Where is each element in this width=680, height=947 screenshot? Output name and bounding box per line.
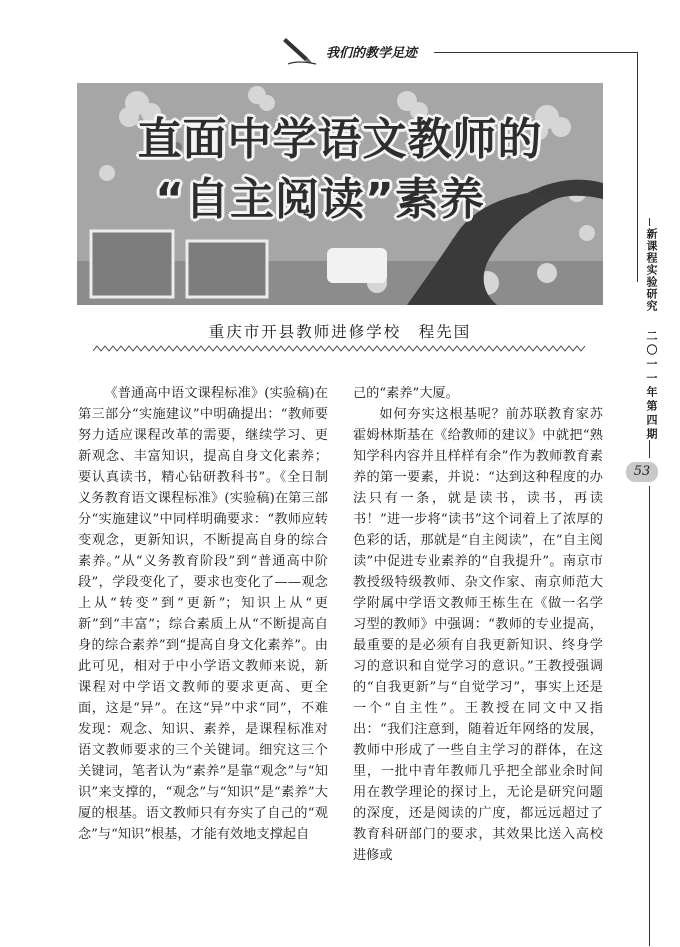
article-paragraph: 如何夯实这根基呢？前苏联教育家苏霍姆林斯基在《给教师的建议》中就把“熟知学科内容并且样样有余”作为教师教育素养的第一要素，并说：“达到这种程度的办法只有一条，就是读书，读书，再读书！”进一步将“读书”这个词着上了浓厚的色彩的话，那就是“自主阅读”，在“自主阅读”中促进专业素养的“自我提升”。南京市教授级特级教师、杂文作家、南京师范大学附属中学语文教师王栋生在《做一名学习型的教师》中强调：“教师的专业提高，最重要的是必须有自我更新知识、终身学习的意识和自觉学习的意识。”王教授强调的“自我更新”与“自觉学习”，事实上还是一个“自主性”。王教授在同文中又指出：“我们注意到，随着近年网络的发展，教师中形成了一些自主学习的群体，在这里，一批中青年教师几乎把全部业余时间用在教学理论的探讨上，无论是研究问题的深度，还是阅读的广度，都远远超过了教育科研部门的要求，其效果比送入高校进修或 <box>353 407 603 863</box>
article-title-line2: “自主阅读”素养 <box>155 174 485 225</box>
article-right-column <box>353 383 603 866</box>
side-rule <box>649 440 650 458</box>
zigzag-divider <box>93 345 587 353</box>
header-rule <box>434 52 638 53</box>
side-rule <box>649 486 650 946</box>
article-paragraph: 《普通高中语文课程标准》(实验稿)在第三部分“实施建议”中明确提出：“教师要努力适应课程改革的需要，继续学习、更新观念、丰富知识，提高自身文化素养；要认真读书，精心钻研教科书”。《全日制义务教育语文课程标准》(实验稿)在第三部分“实施建议”中同样明确要求：“教师应转变观念，更新知识，不断提高自身的综合素养。”从“义务教育阶段”到“普通高中阶段”，学段变化了，要求也变化了——观念上从“转变”到“更新”；知识上从“更新”到“丰富”；综合素质上从“不断提高自身的综合素养”到“提高自身文化素养”。由此可见，相对于中小学语文教师来说，新课程对中学语文教师的要求更高、更全面，这是“异”。在这“异”中求“同”，不难发现：观念、知识、素养，是课程标准对语文教师要求的三个关键词。细究这三个关键词，笔者认为“素养”是靠“观念”与“知识”来支撑的，“观念”与“知识”是“素养”大厦的根基。语文教师只有夯实了自己的“观念”与“知识”根基，才能有效地支撑起自 <box>78 386 328 842</box>
journal-name: 新课程实验研究 <box>645 228 658 312</box>
pen-icon <box>282 36 320 68</box>
page-number: 53 <box>626 462 658 482</box>
title-banner <box>77 83 603 305</box>
side-rule <box>649 218 650 226</box>
issue-label: 二〇一一年第四期 <box>645 330 658 442</box>
section-title: 我们的教学足迹 <box>326 46 418 61</box>
running-header <box>282 38 638 68</box>
article-paragraph: 己的“素养”大厦。 <box>353 386 459 401</box>
article-left-column <box>78 383 328 845</box>
author-byline: 重庆市开县教师进修学校 程先国 <box>208 323 472 341</box>
article-title-line1: 直面中学语文教师的 <box>137 114 543 165</box>
header-vertical-rule <box>637 52 638 282</box>
